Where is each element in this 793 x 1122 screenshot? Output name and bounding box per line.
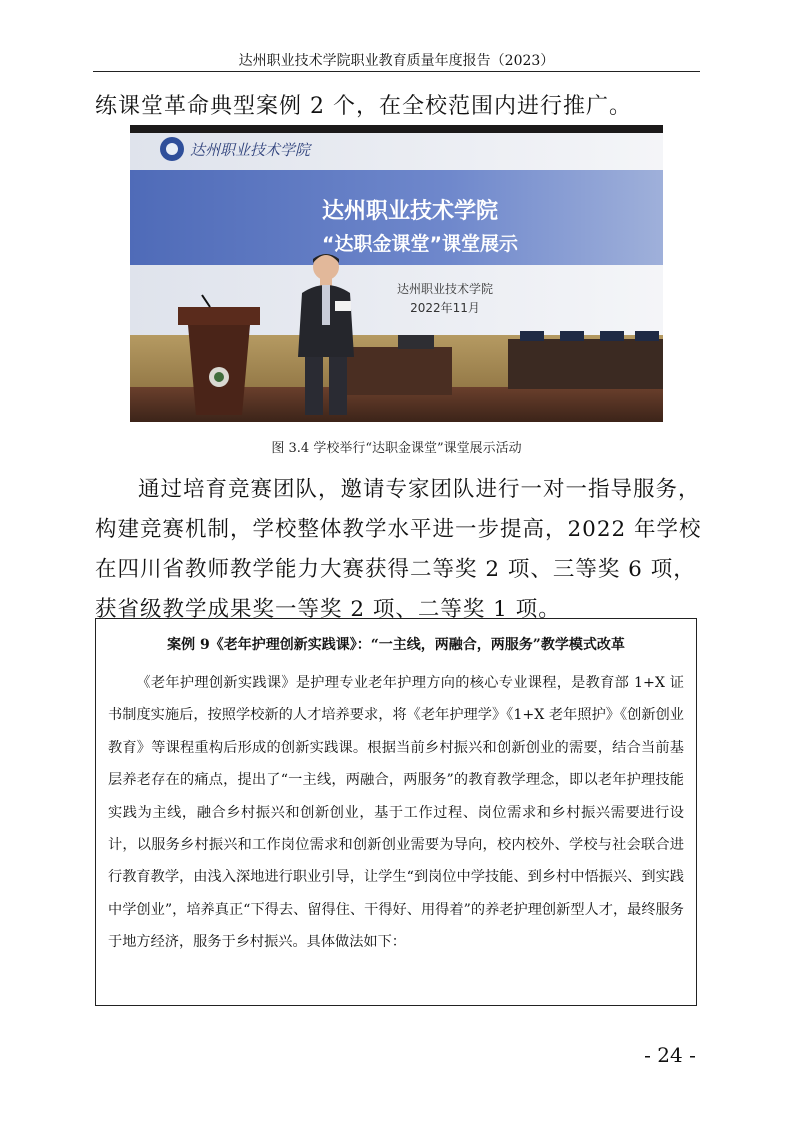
case-title: 案例 9《老年护理创新实践课》：“一主线，两融合，两服务”教学模式改革 (167, 637, 625, 653)
continuation-line: 练课堂革命典型案例 2 个，在全校范围内进行推广。 (95, 94, 632, 119)
event-photo (130, 125, 663, 422)
screen-title-2: “达职金课堂”课堂展示 (322, 233, 518, 255)
screen-org: 达州职业技术学院 (396, 282, 494, 296)
page-header: 达州职业技术学院职业教育质量年度报告（2023） (238, 53, 555, 69)
case-body (108, 667, 684, 959)
logo-text: 达州职业技术学院 (190, 143, 311, 159)
body-paragraph (95, 470, 702, 630)
case-body-text: 《老年护理创新实践课》是护理专业老年护理方向的核心专业课程，是教育部 1+X 证书制度实施后，按照学校新的人才培养要求，将《老年护理学》《1+X 老年照护》《创新创业教育》等课程重构后形成的创新实践课。根据当前乡村振兴和创新创业的需要，结合当前基层养老存在的痛点，提出了“一主线，两融合，两服务”的教育教学理念，即以老年护理技能实践为主线，融合乡村振兴和创新创业，基于工作过程、岗位需求和乡村振兴需要进行设计，以服务乡村振兴和工作岗位需求和创新创业需要为导向，校内校外、学校与社会联合进行教育教学，由浅入深地进行职业引导，让学生“到岗位中学技能、到乡村中悟振兴、到实践中学创业”，培养真正“下得去、留得住、干得好、用得着”的养老护理创新型人才，最终服务于地方经济，服务于乡村振兴。具体做法如下： (108, 675, 684, 951)
screen-title-1: 达州职业技术学院 (321, 199, 499, 224)
screen-date: 2022年11月 (410, 301, 480, 315)
figure-caption: 图 3.4 学校举行“达职金课堂”课堂展示活动 (271, 441, 522, 456)
case-box (95, 618, 697, 1006)
event-photo-illustration (130, 125, 663, 422)
header-rule (93, 71, 700, 72)
page-number: - 24 - (644, 1043, 696, 1067)
body-paragraph-text: 通过培育竞赛团队，邀请专家团队进行一对一指导服务，构建竞赛机制，学校整体教学水平进一步提高，2022 年学校在四川省教师教学能力大赛获得二等奖 2 项、三等奖 6 项，获省级教学成果奖一等奖 2 项、二等奖 1 项。 (95, 477, 702, 622)
